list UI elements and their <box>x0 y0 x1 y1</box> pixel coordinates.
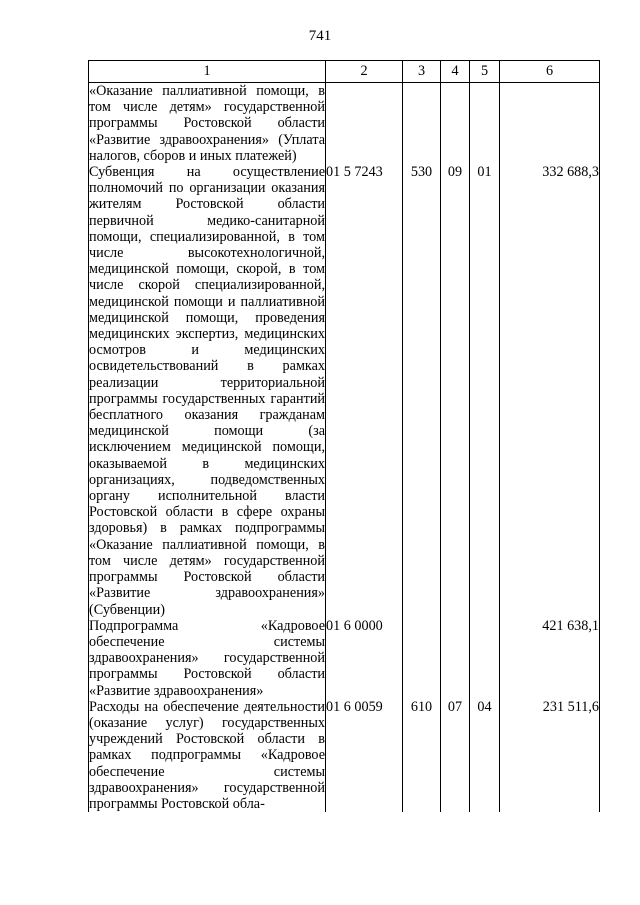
header-col-1: 1 <box>89 61 326 83</box>
row-amount: 332 688,3 <box>500 164 600 618</box>
row-amount: 421 638,1 <box>500 618 600 699</box>
header-col-5: 5 <box>470 61 500 83</box>
row-type: 610 <box>403 699 441 812</box>
row-subsection: 01 <box>470 164 500 618</box>
row-amount: 231 511,6 <box>500 699 600 812</box>
row-description: Расходы на обеспечение деятельности (оказание услуг) государственных учреждений Ростовской области в рамках подпрограммы «Кадровое обеспечение системы здравоохранения» государственной программы Ростовской обла- <box>89 698 325 812</box>
row-section: 09 <box>441 164 470 618</box>
row-description: Субвенция на осуществление полномочий по организации оказания жителям Ростовской области первичной медико-санитарной помощи, специализированной, в том числе высокотехнологичной, медицинской помощи, скорой, в том числе скорой специализированной, медицинской помощи и паллиативной медицинской помощи, проведения медицинских экспертиз, медицинских осмотров и медицинских освидетельствований в рамках реализации территориальной программы государственных гарантий бесплатного оказания гражданам медицинской помощи (за исключением медицинской помощи, оказываемой в медицинских организациях, подведомственных органу исполнительной власти Ростовской области в сфере охраны здоровья) в рамках подпрограммы «Оказание паллиативной помощи, в том числе детям» государственной программы Ростовской области «Развитие здравоохранения» (Субвенции) <box>89 164 325 618</box>
row-type <box>403 83 441 165</box>
header-col-3: 3 <box>403 61 441 83</box>
row-description: «Оказание паллиативной помощи, в том числе детям» государственной программы Ростовской области «Развитие здравоохранения» (Уплата налогов, сборов и иных платежей) <box>89 83 325 164</box>
row-amount <box>500 83 600 165</box>
row-type <box>403 618 441 699</box>
row-section <box>441 83 470 165</box>
row-subsection <box>470 618 500 699</box>
row-type: 530 <box>403 164 441 618</box>
table-row <box>89 699 600 812</box>
row-section: 07 <box>441 699 470 812</box>
header-col-4: 4 <box>441 61 470 83</box>
row-subsection: 04 <box>470 699 500 812</box>
header-col-2: 2 <box>326 61 403 83</box>
header-col-6: 6 <box>500 61 600 83</box>
row-code: 01 6 0059 <box>326 699 403 812</box>
table-row <box>89 83 600 165</box>
row-code: 01 5 7243 <box>326 164 403 618</box>
row-description: Подпрограмма «Кадровое обеспечение системы здравоохранения» государственной программы Ростовской области «Развитие здравоохранения» <box>89 617 325 699</box>
budget-table <box>88 60 600 812</box>
table-row <box>89 164 600 618</box>
row-section <box>441 618 470 699</box>
page-number: 741 <box>308 28 332 44</box>
table-header-row <box>89 61 600 83</box>
row-code: 01 6 0000 <box>326 618 403 699</box>
row-code <box>326 83 403 165</box>
table-row <box>89 618 600 699</box>
row-subsection <box>470 83 500 165</box>
